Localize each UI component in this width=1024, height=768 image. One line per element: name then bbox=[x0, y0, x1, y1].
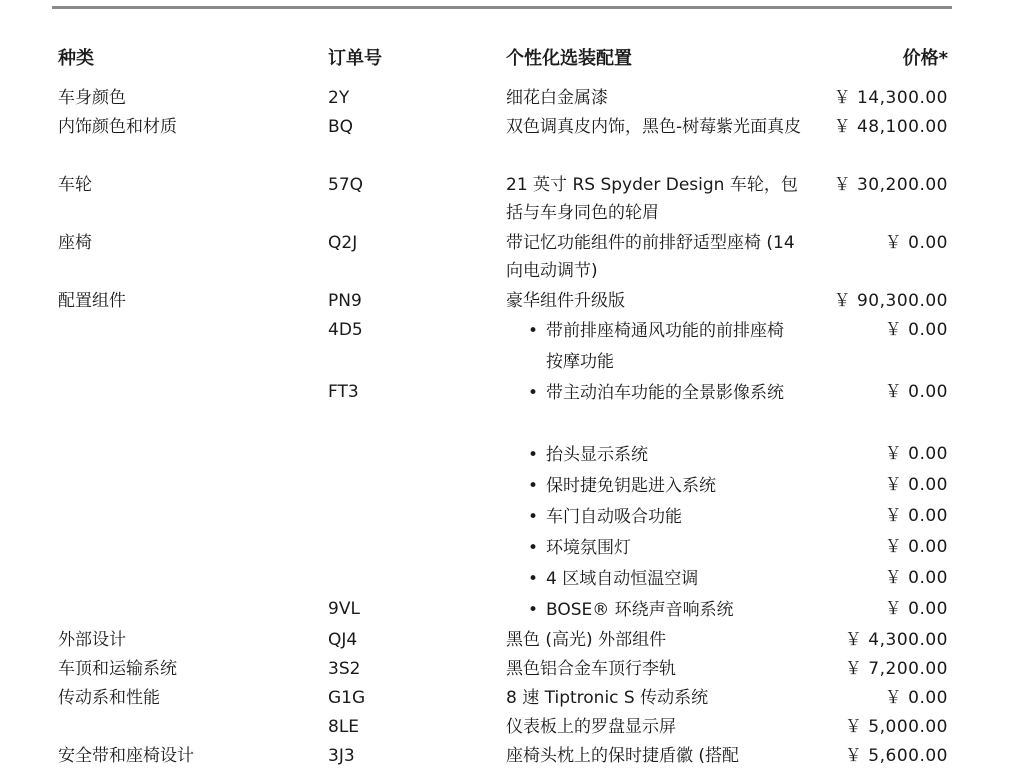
row-description bbox=[528, 316, 798, 378]
row-price: ￥ 0.00 bbox=[884, 568, 948, 588]
row-description: 仪表板上的罗盘显示屏 bbox=[506, 717, 676, 737]
table-row bbox=[58, 84, 948, 113]
options-table bbox=[58, 38, 948, 766]
row-description: 细花白金属漆 bbox=[506, 88, 608, 108]
table-body bbox=[58, 84, 948, 768]
row-code: 9VL bbox=[328, 599, 360, 619]
row-price: ￥ 0.00 bbox=[884, 233, 948, 253]
table-row bbox=[58, 626, 948, 655]
table-row bbox=[58, 287, 948, 316]
row-category: 座椅 bbox=[58, 233, 92, 253]
table-row bbox=[58, 655, 948, 684]
table-row bbox=[58, 595, 948, 626]
row-description-text: 带主动泊车功能的全景影像系统 bbox=[546, 383, 784, 403]
row-description bbox=[528, 471, 798, 502]
row-description bbox=[528, 533, 798, 564]
row-description bbox=[528, 378, 798, 409]
row-code: QJ4 bbox=[328, 630, 358, 650]
row-description-text: BOSE® 环绕声音响系统 bbox=[546, 600, 734, 620]
row-code: PN9 bbox=[328, 291, 362, 311]
row-description-text: 保时捷免钥匙进入系统 bbox=[546, 476, 716, 496]
row-code: 3S2 bbox=[328, 659, 361, 679]
table-row bbox=[58, 113, 948, 171]
table-row bbox=[58, 171, 948, 229]
row-price: ￥ 5,600.00 bbox=[844, 746, 948, 766]
header-category: 种类 bbox=[58, 48, 94, 69]
row-price: ￥ 0.00 bbox=[884, 537, 948, 557]
row-price: ￥ 7,200.00 bbox=[844, 659, 948, 679]
row-description-text: 环境氛围灯 bbox=[546, 538, 631, 558]
row-category: 外部设计 bbox=[58, 630, 126, 650]
table-row bbox=[58, 564, 948, 595]
row-description-text: 车门自动吸合功能 bbox=[546, 507, 682, 527]
row-price: ￥ 0.00 bbox=[884, 320, 948, 340]
bullet-icon: • bbox=[528, 600, 539, 620]
bullet-icon: • bbox=[528, 569, 539, 589]
bullet-icon: • bbox=[528, 321, 539, 341]
row-price: ￥ 90,300.00 bbox=[833, 291, 948, 311]
row-price: ￥ 48,100.00 bbox=[833, 117, 948, 137]
row-price: ￥ 30,200.00 bbox=[833, 175, 948, 195]
bullet-icon: • bbox=[528, 507, 539, 527]
table-row bbox=[58, 533, 948, 564]
row-description-text: 带前排座椅通风功能的前排座椅按摩功能 bbox=[546, 321, 784, 372]
row-description: 双色调真皮内饰，黑色-树莓紫光面真皮 bbox=[506, 117, 802, 137]
row-description: 带记忆功能组件的前排舒适型座椅 (14 向电动调节) bbox=[506, 233, 795, 281]
row-description bbox=[528, 440, 798, 471]
row-category: 车顶和运输系统 bbox=[58, 659, 177, 679]
row-description bbox=[528, 502, 798, 533]
row-category: 车轮 bbox=[58, 175, 92, 195]
row-description: 8 速 Tiptronic S 传动系统 bbox=[506, 688, 709, 708]
row-category: 内饰颜色和材质 bbox=[58, 117, 177, 137]
row-code: 2Y bbox=[328, 88, 350, 108]
row-description: 黑色铝合金车顶行李轨 bbox=[506, 659, 676, 679]
header-price: 价格* bbox=[902, 48, 948, 69]
row-price: ￥ 0.00 bbox=[884, 444, 948, 464]
row-description-text: 抬头显示系统 bbox=[546, 445, 648, 465]
table-row bbox=[58, 316, 948, 378]
row-price: ￥ 0.00 bbox=[884, 382, 948, 402]
row-description: 豪华组件升级版 bbox=[506, 291, 625, 311]
row-code: 8LE bbox=[328, 717, 360, 737]
table-row bbox=[58, 502, 948, 533]
row-description bbox=[528, 595, 798, 626]
row-code: 57Q bbox=[328, 175, 364, 195]
header-code: 订单号 bbox=[328, 48, 382, 69]
table-row bbox=[58, 378, 948, 440]
header-config: 个性化选装配置 bbox=[506, 48, 632, 69]
row-category: 传动系和性能 bbox=[58, 688, 160, 708]
row-price: ￥ 4,300.00 bbox=[844, 630, 948, 650]
row-price: ￥ 14,300.00 bbox=[833, 88, 948, 108]
bullet-icon: • bbox=[528, 383, 539, 403]
row-price: ￥ 0.00 bbox=[884, 599, 948, 619]
table-row bbox=[58, 471, 948, 502]
table-row bbox=[58, 713, 948, 742]
bullet-icon: • bbox=[528, 445, 539, 465]
row-code: FT3 bbox=[328, 382, 359, 402]
bullet-icon: • bbox=[528, 476, 539, 496]
row-description: 21 英寸 RS Spyder Design 车轮，包括与车身同色的轮眉 bbox=[506, 175, 798, 223]
row-price: ￥ 5,000.00 bbox=[844, 717, 948, 737]
row-code: G1G bbox=[328, 688, 366, 708]
row-code: 3J3 bbox=[328, 746, 355, 766]
row-category: 配置组件 bbox=[58, 291, 126, 311]
row-code: Q2J bbox=[328, 233, 358, 253]
row-category: 安全带和座椅设计 bbox=[58, 746, 194, 766]
table-row bbox=[58, 742, 948, 768]
table-row bbox=[58, 229, 948, 287]
row-price: ￥ 0.00 bbox=[884, 688, 948, 708]
row-price: ￥ 0.00 bbox=[884, 475, 948, 495]
row-price: ￥ 0.00 bbox=[884, 506, 948, 526]
row-category: 车身颜色 bbox=[58, 88, 126, 108]
row-description: 座椅头枕上的保时捷盾徽 (搭配 bbox=[506, 746, 740, 766]
table-header bbox=[58, 38, 948, 78]
top-divider bbox=[52, 6, 952, 9]
row-description bbox=[528, 564, 798, 595]
row-code: 4D5 bbox=[328, 320, 363, 340]
bullet-icon: • bbox=[528, 538, 539, 558]
row-code: BQ bbox=[328, 117, 354, 137]
row-description: 黑色 (高光) 外部组件 bbox=[506, 630, 667, 650]
row-description-text: 4 区域自动恒温空调 bbox=[546, 569, 699, 589]
table-row bbox=[58, 440, 948, 471]
table-row bbox=[58, 684, 948, 713]
